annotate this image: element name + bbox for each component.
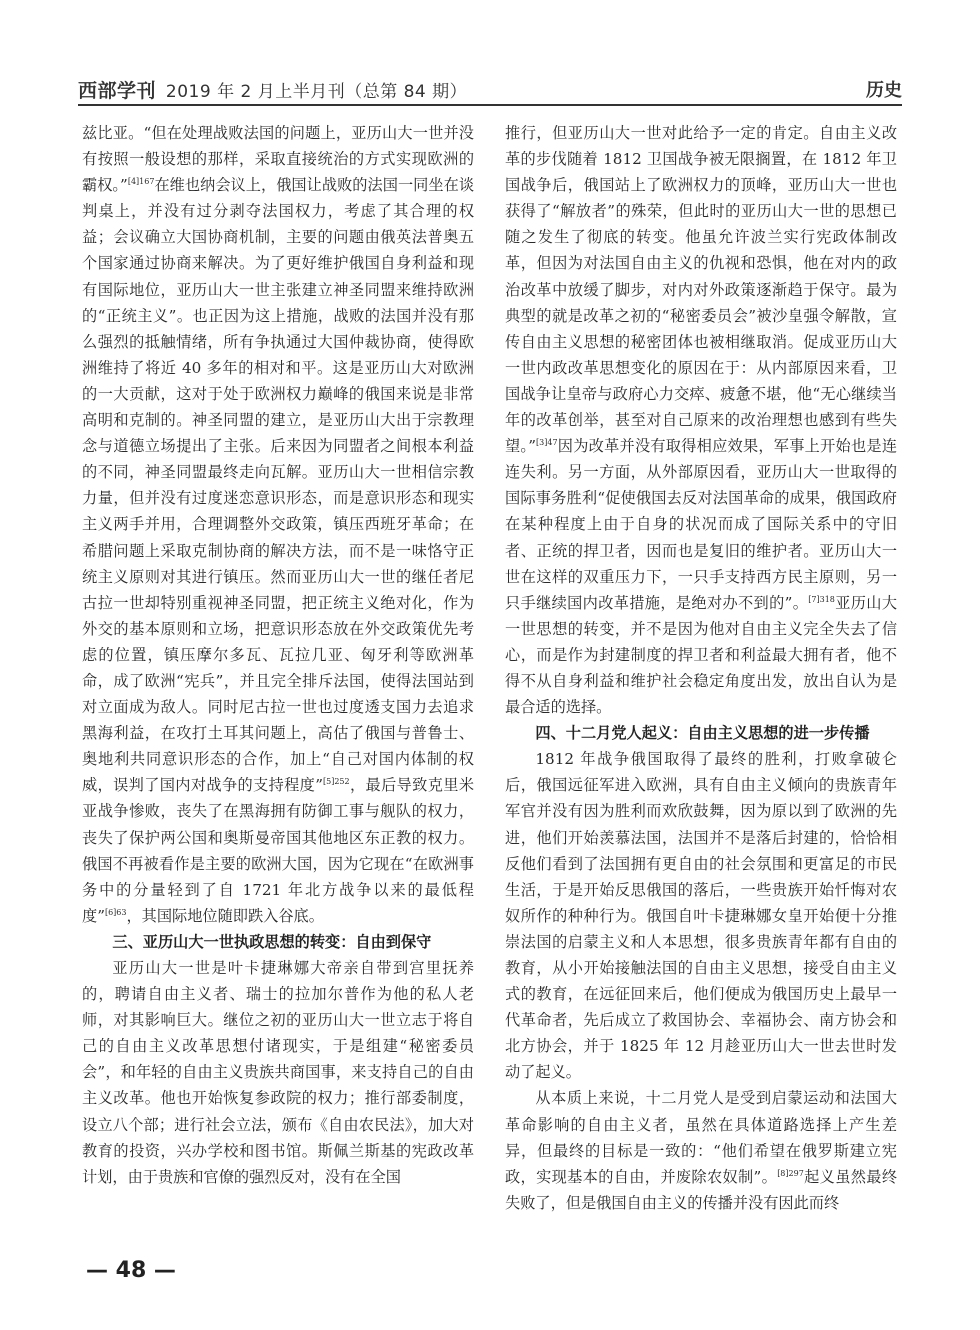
page-header	[78, 74, 902, 106]
citation: [4]167	[127, 177, 155, 187]
paragraph: 亚历山大一世是叶卡捷琳娜大帝亲自带到宫里抚养的，聘请自由主义者、瑞士的拉加尔普作为他的私人老师，对其影响巨大。继位之初的亚历山大一世立志于将自己的自由主义改革思想付诸现实，于是组建“秘密委员会”，和年轻的自由主义贵族共商国事，来支持自己的自由主义改革。他也开始恢复参政院的权力；推行部委制度，设立八个部；进行社会立法，颁布《自由农民法》，加大对教育的投资，兴办学校和图书馆。斯佩兰斯基的宪政改革计划，由于贵族和官僚的强烈反对，没有在全国	[82, 959, 474, 1186]
citation: [8]297	[777, 1168, 804, 1178]
journal-title	[78, 76, 467, 103]
paragraph: 1812 年战争俄国取得了最终的胜利，打败拿破仑后，俄国远征军进入欧洲，具有自由主义倾向的贵族青年军官并没有因为胜利而欢欣鼓舞，因为原以到了欧洲的先进，他们开始羡慕法国，法国并不是落后封建的，恰恰相反他们看到了法国拥有更自由的社会氛围和更富足的市民生活，于是开始反思俄国的落后，一些贵族开始忏悔对农奴所作的种种行为。俄国自叶卡捷琳娜女皇开始便十分推崇法国的启蒙主义和人本思想，很多贵族青年都有自由的教育，从小开始接触法国的自由主义思想，接受自由主义式的教育，在远征回来后，他们便成为俄国历史上最早一代革命者，先后成立了救国协会、幸福协会、南方协会和北方协会，并于 1825 年 12 月趁亚历山大一世去世时发动了起义。	[505, 750, 897, 1082]
citation: [3]47	[536, 438, 558, 448]
right-column	[505, 120, 897, 1216]
paragraph: 兹比亚。“但在处理战败法国的问题上，亚历山大一世并没有按照一般设想的那样，采取直接统治的方式实现欧洲的霸权。”$^{[4]167}$在维也纳会议上，俄国让战败的法国一同坐在谈判桌上，并没有过分剥夺法国权力，考虑了其合理的权益；会议确立大国协商机制，主要的问题由俄英法普奥五个国家通过协商来解决。为了更好维护俄国自身利益和现有国际地位，亚历山大一世主张建立神圣同盟来维持欧洲的“正统主义”。也正因为这上措施，战败的法国并没有那么强烈的抵触情绪，所有争执通过大国仲裁协商，使得欧洲维持了将近 40 多年的相对和平。这是亚历山大对欧洲的一大贡献，这对于处于欧洲权力巅峰的俄国来说是非常高明和克制的。神圣同盟的建立，是亚历山大出于宗教理念与道德立场提出了主张。后来因为同盟者之间根本利益的不同，神圣同盟最终走向瓦解。亚历山大一世相信宗教力量，但并没有过度迷恋意识形态，而是意识形态和现实主义两手并用，合理调整外交政策，镇压西班牙革命；在希腊问题上采取克制协商的解决方法，而不是一味恪守正统主义原则对其进行镇压。然而亚历山大一世的继任者尼古拉一世却特别重视神圣同盟，把正统主义绝对化，作为外交的基本原则和立场，把意识形态放在外交政策优先考虑的位置，镇压摩尔多瓦、瓦拉几亚、匈牙利等欧洲革命，成了欧洲“宪兵”，并且完全排斥法国，使得法国站到对立面成为敌人。同时尼古拉一世也过度透支国力去追求黑海利益，在攻打土耳其问题上，高估了俄国与普鲁士、奥地利共同意识形态的合作，加上“自己对国内体制的权威，误判了国内对战争的支持程度”$^{[5]252}$，最后导致克里米亚战争惨败，丧失了在黑海拥有防御工事与舰队的权力，丧失了保护两公国和奥斯曼帝国其他地区东正教的权力。俄国不再被看作是主要的欧洲大国，因为它现在“在欧洲事务中的分量轻到了自 1721 年北方战争以来的最低程度”$^{[6]63}$，其国际地位随即跌入谷底。	[82, 124, 475, 925]
section-heading: 三、亚历山大一世执政思想的转变：自由到保守	[112, 932, 432, 951]
paragraph: 推行，但亚历山大一世对此给予一定的肯定。自由主义改革的步伐随着 1812 卫国战争被无限搁置，在 1812 年卫国战争后，俄国站上了欧洲权力的顶峰，亚历山大一世也获得了“解放者”的殊荣，但此时的亚历山大一世的思想已随之发生了彻底的转变。他虽允许波兰实行宪政体制改革，但因为对法国自由主义的仇视和恐惧，他在对内的政治改革中放缓了脚步，对内对外政策逐渐趋于保守。最为典型的就是改革之初的“秘密委员会”被沙皇强令解散，宣传自由主义思想的秘密团体也被相继取消。促成亚历山大一世内政改革思想变化的原因在于：从内部原因来看，卫国战争让皇帝与政府心力交瘁、疲惫不堪，他“无心继续当年的改革创举，甚至对自己原来的改治理想也感到有些失望。”$^{[3]47}$因为改革并没有取得相应效果，军事上开始也是连连失利。另一方面，从外部原因看，亚历山大一世取得的国际事务胜利“促使俄国去反对法国革命的成果，俄国政府在某种程度上由于自身的状况而成了国际关系中的守旧者、正统的捍卫者，因而也是复旧的维护者。亚历山大一世在这样的双重压力下，一只手支持西方民主原则，另一只手继续国内改革措施，是绝对办不到的”。$^{[7]318}$亚历山大一世思想的转变，并不是因为他对自由主义完全失去了信心，而是作为封建制度的捍卫者和利益最大拥有者，他不得不从自身利益和维护社会稳定角度出发，放出自认为是最合适的选择。	[505, 124, 898, 717]
citation: [5]252	[323, 777, 350, 787]
journal-name: 西部学刊	[78, 80, 157, 102]
page-number: — 48 —	[86, 1258, 176, 1283]
section-heading: 四、十二月党人起义：自由主义思想的进一步传播	[535, 724, 870, 743]
citation: [6]63	[104, 907, 127, 917]
section-title: 历史	[866, 80, 902, 101]
left-column	[82, 120, 474, 1190]
paragraph: 从本质上来说，十二月党人是受到启蒙运动和法国大革命影响的自由主义者，虽然在具体道路选择上产生差异，但最终的目标是一致的：“他们希望在俄罗斯建立宪政，实现基本的自由，并废除农奴制”。$^{[8]297}$起义虽然最终失败了，但是俄国自由主义的传播并没有因此而终	[505, 1089, 898, 1212]
journal-issue: 2019 年 2 月上半月刊（总第 84 期）	[165, 82, 468, 102]
citation: [7]318	[808, 594, 835, 604]
